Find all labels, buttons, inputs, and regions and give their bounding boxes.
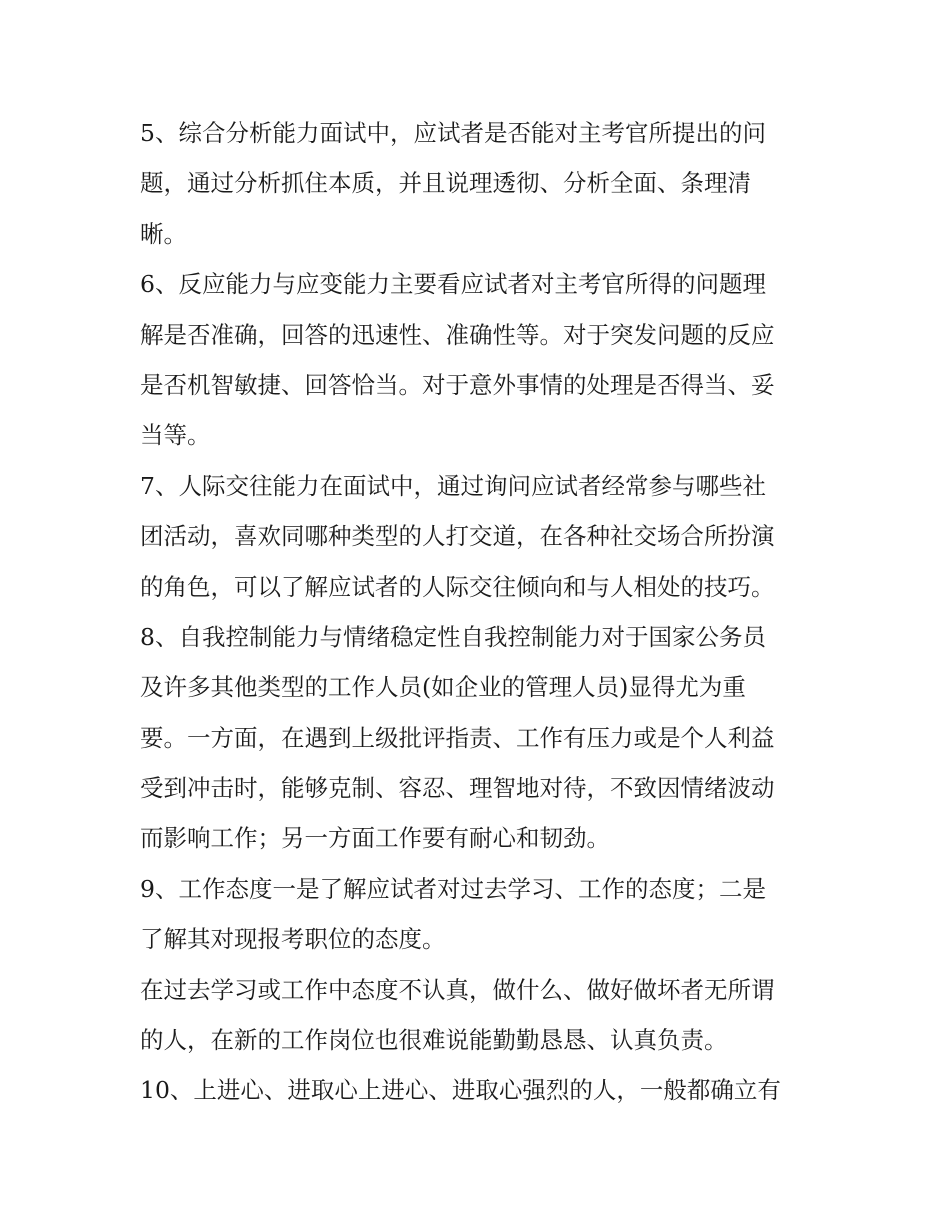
text-line: 及许多其他类型的工作人员(如企业的管理人员)显得尤为重 (140, 673, 746, 702)
text-line: 10、上进心、进取心上进心、进取心强烈的人，一般都确立有 (140, 1076, 781, 1105)
text-line: 解是否准确，回答的迅速性、准确性等。对于突发问题的反应 (140, 320, 775, 349)
text-line: 7、人际交往能力在面试中，通过询问应试者经常参与哪些社 (140, 471, 766, 500)
text-line: 受到冲击时，能够克制、容忍、理智地对待，不致因情绪波动 (140, 774, 775, 803)
text-line: 8、自我控制能力与情绪稳定性自我控制能力对于国家公务员 (140, 622, 766, 651)
text-line: 的角色，可以了解应试者的人际交往倾向和与人相处的技巧。 (140, 572, 775, 601)
text-line: 了解其对现报考职位的态度。 (140, 925, 446, 954)
text-line: 5、综合分析能力面试中，应试者是否能对主考官所提出的问 (140, 119, 766, 147)
text-line: 要。一方面，在遇到上级批评指责、工作有压力或是个人利益 (140, 723, 775, 752)
text-line: 当等。 (140, 421, 211, 450)
text-line: 晰。 (140, 219, 187, 248)
text-line: 9、工作态度一是了解应试者对过去学习、工作的态度；二是 (140, 874, 766, 903)
text-line: 题，通过分析抓住本质，并且说理透彻、分析全面、条理清 (140, 169, 751, 198)
document-body (140, 108, 820, 1116)
text-line: 在过去学习或工作中态度不认真，做什么、做好做坏者无所谓 (140, 975, 775, 1004)
text-line: 而影响工作；另一方面工作要有耐心和韧劲。 (140, 824, 610, 853)
text-line: 6、反应能力与应变能力主要看应试者对主考官所得的问题理 (140, 270, 766, 299)
text-line: 的人，在新的工作岗位也很难说能勤勤恳恳、认真负责。 (140, 1026, 728, 1055)
text-line: 是否机智敏捷、回答恰当。对于意外事情的处理是否得当、妥 (140, 370, 775, 399)
text-line: 团活动，喜欢同哪种类型的人打交道，在各种社交场合所扮演 (140, 522, 775, 551)
